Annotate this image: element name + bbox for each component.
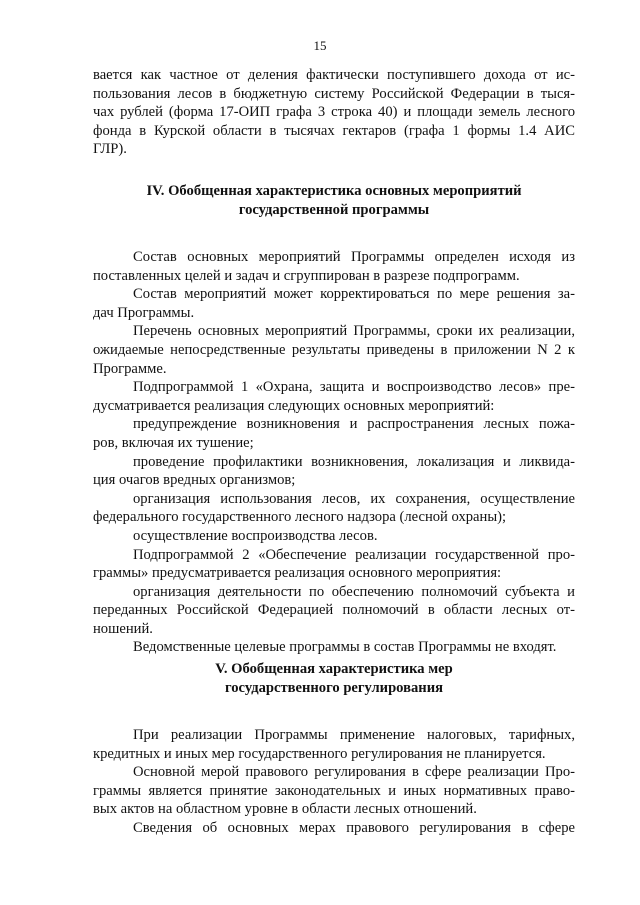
text-line: граммы» предусматривается реализация основного мероприятия: — [93, 565, 502, 582]
text-line: поставленных целей и задач и сгруппирован в разрезе подпрограмм. — [93, 267, 520, 284]
text-line: федерального государственного лесного надзора (лесной охраны); — [93, 509, 507, 526]
text-line: вых актов на областном уровне в области лесных отношений. — [93, 801, 477, 818]
text-line: ношений. — [93, 620, 153, 637]
text-line: Основной мерой правового регулирования в сфере реализации Про- — [133, 764, 575, 781]
text-line: фонда в Курской области в тысячах гектаров (графа 1 формы 1.4 АИС — [93, 122, 575, 139]
text-line: граммы является принятие законодательных и иных нормативных право- — [93, 782, 575, 799]
paragraph — [93, 583, 575, 639]
heading-line: IV. Обобщенная характеристика основных мероприятий — [146, 183, 522, 199]
paragraph — [93, 638, 575, 657]
text-line: чах рублей (форма 17-ОИП графа 3 строка 40) и площади земель лесного — [93, 104, 575, 121]
text-line: пользования лесов в бюджетную систему Российской Федерации в тыся- — [93, 85, 575, 102]
section-4-body — [93, 248, 575, 657]
text-line: Программе. — [93, 360, 167, 377]
paragraph — [93, 285, 575, 322]
text-line: Подпрограммой 1 «Охрана, защита и воспроизводство лесов» пре- — [133, 379, 575, 396]
section-5-body — [93, 726, 575, 838]
text-line: Подпрограммой 2 «Обеспечение реализации государственной про- — [133, 546, 575, 563]
text-line: ров, включая их тушение; — [93, 434, 254, 451]
text-line: ция очагов вредных организмов; — [93, 472, 296, 489]
text-line: ожидаемые непосредственные результаты приведены в приложении N 2 к — [93, 341, 575, 358]
paragraph — [93, 546, 575, 583]
paragraph — [93, 726, 575, 763]
paragraph — [93, 248, 575, 285]
text-line: Ведомственные целевые программы в состав Программы не входят. — [133, 639, 557, 656]
heading-line: государственного регулирования — [224, 680, 444, 696]
text-line: При реализации Программы применение налоговых, тарифных, — [133, 727, 575, 743]
paragraph — [93, 763, 575, 819]
text-line: Перечень основных мероприятий Программы, сроки их реализации, — [133, 323, 575, 340]
paragraph — [93, 378, 575, 415]
text-line: осуществление воспроизводства лесов. — [133, 527, 378, 544]
intro-paragraph — [93, 66, 575, 159]
text-line: Состав мероприятий может корректироваться по мере решения за- — [133, 286, 575, 303]
text-line: дусматривается реализация следующих основных мероприятий: — [93, 397, 495, 414]
paragraph — [93, 819, 575, 838]
text-line: Сведения об основных мерах правового регулирования в сфере — [133, 819, 575, 836]
paragraph — [93, 527, 575, 546]
section-4-heading — [93, 182, 575, 220]
text-line: кредитных и иных мер государственного регулирования не планируется. — [93, 745, 546, 762]
text-line: Состав основных мероприятий Программы определен исходя из — [133, 249, 575, 265]
heading-line: государственной программы — [238, 202, 430, 218]
paragraph — [93, 453, 575, 490]
text-line: вается как частное от деления фактически поступившего дохода от ис- — [93, 67, 575, 83]
paragraph — [93, 490, 575, 527]
text-line: организация использования лесов, их сохранения, осуществление — [133, 490, 575, 507]
text-line: предупреждение возникновения и распространения лесных пожа- — [133, 416, 575, 433]
paragraph — [93, 322, 575, 378]
heading-line: V. Обобщенная характеристика мер — [215, 661, 453, 677]
text-line: переданных Российской Федерацией полномочий в области лесных от- — [93, 602, 575, 619]
paragraph — [93, 415, 575, 452]
text-line: ГЛР). — [93, 141, 127, 158]
text-line: проведение профилактики возникновения, локализация и ликвида- — [133, 453, 575, 470]
section-5-heading — [93, 660, 575, 698]
text-line: организация деятельности по обеспечению полномочий субъекта и — [133, 583, 575, 600]
page-number: 15 — [313, 38, 327, 53]
text-line: дач Программы. — [93, 304, 195, 321]
